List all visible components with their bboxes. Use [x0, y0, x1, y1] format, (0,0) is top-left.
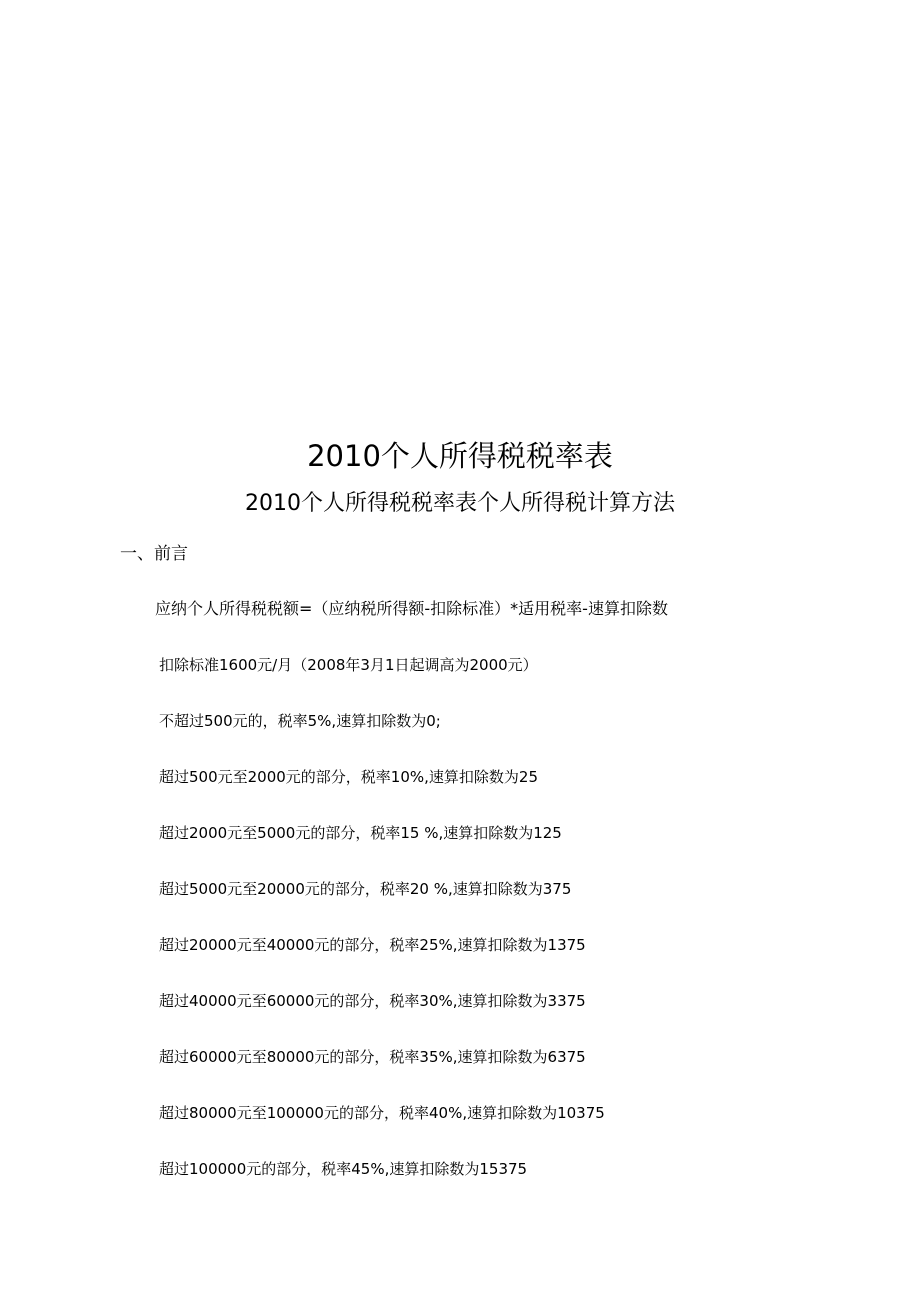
tax-bracket-line: 超过5000元至20000元的部分，税率20 %,速算扣除数为375	[159, 880, 572, 898]
tax-bracket-line: 超过100000元的部分，税率45%,速算扣除数为15375	[159, 1160, 528, 1178]
tax-bracket-list	[159, 653, 605, 1213]
tax-bracket-line: 超过60000元至80000元的部分，税率35%,速算扣除数为6375	[159, 1048, 586, 1066]
section-heading: 一、前言	[120, 544, 188, 564]
tax-bracket-line: 超过20000元至40000元的部分，税率25%,速算扣除数为1375	[159, 936, 586, 954]
tax-formula: 应纳个人所得税税额=（应纳税所得额-扣除标准）*适用税率-速算扣除数	[155, 599, 668, 618]
document-subtitle: 2010个人所得税税率表个人所得税计算方法	[245, 491, 675, 516]
tax-bracket-line: 不超过500元的，税率5%,速算扣除数为0;	[159, 712, 441, 730]
tax-bracket-line: 超过80000元至100000元的部分，税率40%,速算扣除数为10375	[159, 1104, 605, 1122]
tax-bracket-line: 超过2000元至5000元的部分，税率15 %,速算扣除数为125	[159, 824, 562, 842]
tax-bracket-line: 超过40000元至60000元的部分，税率30%,速算扣除数为3375	[159, 992, 586, 1010]
tax-bracket-line: 超过500元至2000元的部分，税率10%,速算扣除数为25	[159, 768, 539, 786]
document-title: 2010个人所得税税率表	[307, 439, 613, 473]
deduction-standard-line: 扣除标准1600元/月（2008年3月1日起调高为2000元）	[159, 656, 538, 674]
